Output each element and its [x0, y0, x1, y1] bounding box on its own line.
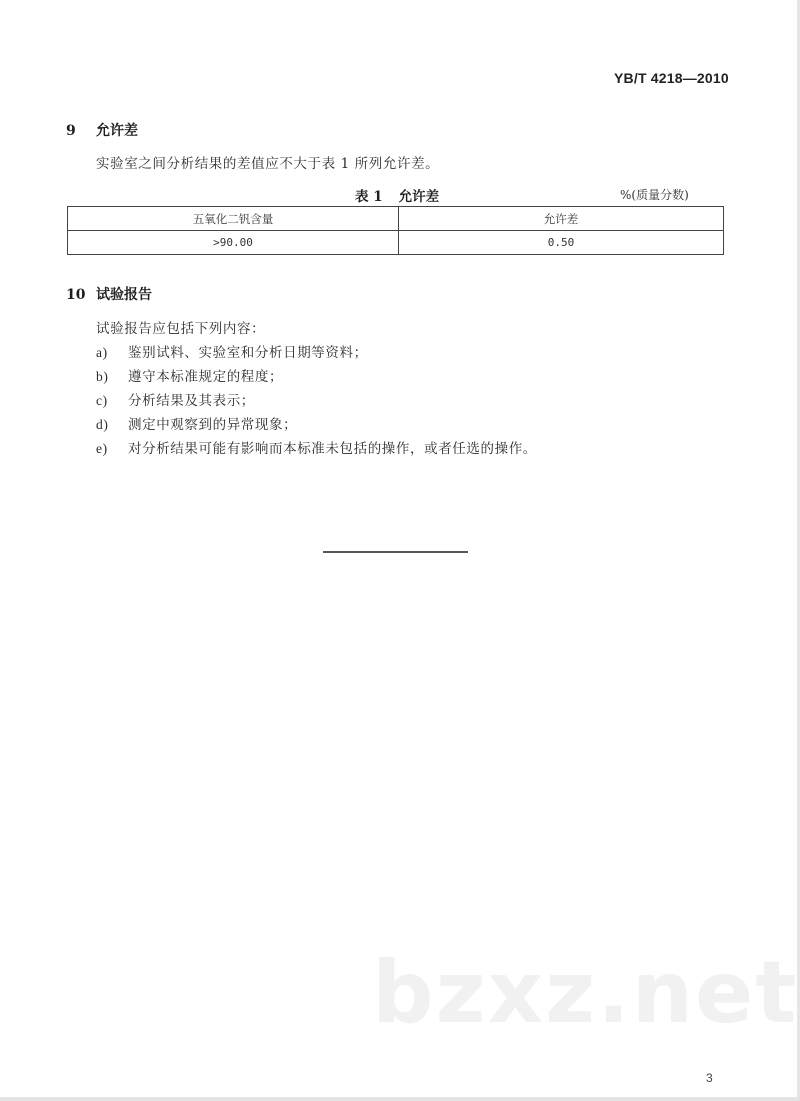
table-cell-content: >90.00 [68, 231, 399, 255]
list-text: 鉴别试料、实验室和分析日期等资料； [128, 345, 368, 361]
list-marker: a) [96, 345, 108, 360]
section-9-paragraph: 实验室之间分析结果的差值应不大于表 1 所列允许差。 [96, 156, 440, 172]
table-1-caption [355, 185, 439, 205]
table-cell-tolerance: 0.50 [399, 231, 724, 255]
list-item [96, 365, 283, 385]
list-text: 测定中观察到的异常现象； [128, 417, 298, 433]
table-header-vanadium-content: 五氧化二钒含量 [68, 207, 399, 231]
list-item [96, 341, 368, 361]
watermark: bzxz.net [372, 943, 799, 1043]
list-item [96, 437, 537, 457]
table-header-row [68, 207, 724, 231]
list-marker: e) [96, 441, 108, 456]
page-edge-bottom [0, 1097, 800, 1101]
section-9-number: 9 [66, 123, 76, 139]
list-marker: b) [96, 369, 109, 384]
section-9-heading [66, 120, 138, 140]
list-marker: c) [96, 393, 108, 408]
section-10-heading [66, 284, 152, 304]
section-9-title: 允许差 [96, 123, 138, 139]
list-text: 分析结果及其表示； [128, 393, 255, 409]
end-of-document-rule [323, 551, 468, 553]
standard-code: YB/T 4218—2010 [614, 70, 729, 86]
page-number: 3 [706, 1071, 713, 1085]
tolerance-table [67, 206, 724, 255]
section-10-title: 试验报告 [96, 287, 152, 303]
list-item [96, 413, 297, 433]
list-text: 遵守本标准规定的程度； [128, 369, 284, 385]
list-marker: d) [96, 417, 109, 432]
list-item [96, 389, 255, 409]
section-10-intro: 试验报告应包括下列内容： [96, 321, 266, 337]
table-row [68, 231, 724, 255]
table-1-title: 允许差 [398, 189, 440, 205]
table-header-tolerance: 允许差 [399, 207, 724, 231]
list-text: 对分析结果可能有影响而本标准未包括的操作，或者任选的操作。 [128, 441, 537, 457]
table-1-unit: %(质量分数) [620, 188, 689, 202]
table-1-label: 表 1 [355, 189, 383, 205]
section-10-number: 10 [66, 287, 86, 303]
